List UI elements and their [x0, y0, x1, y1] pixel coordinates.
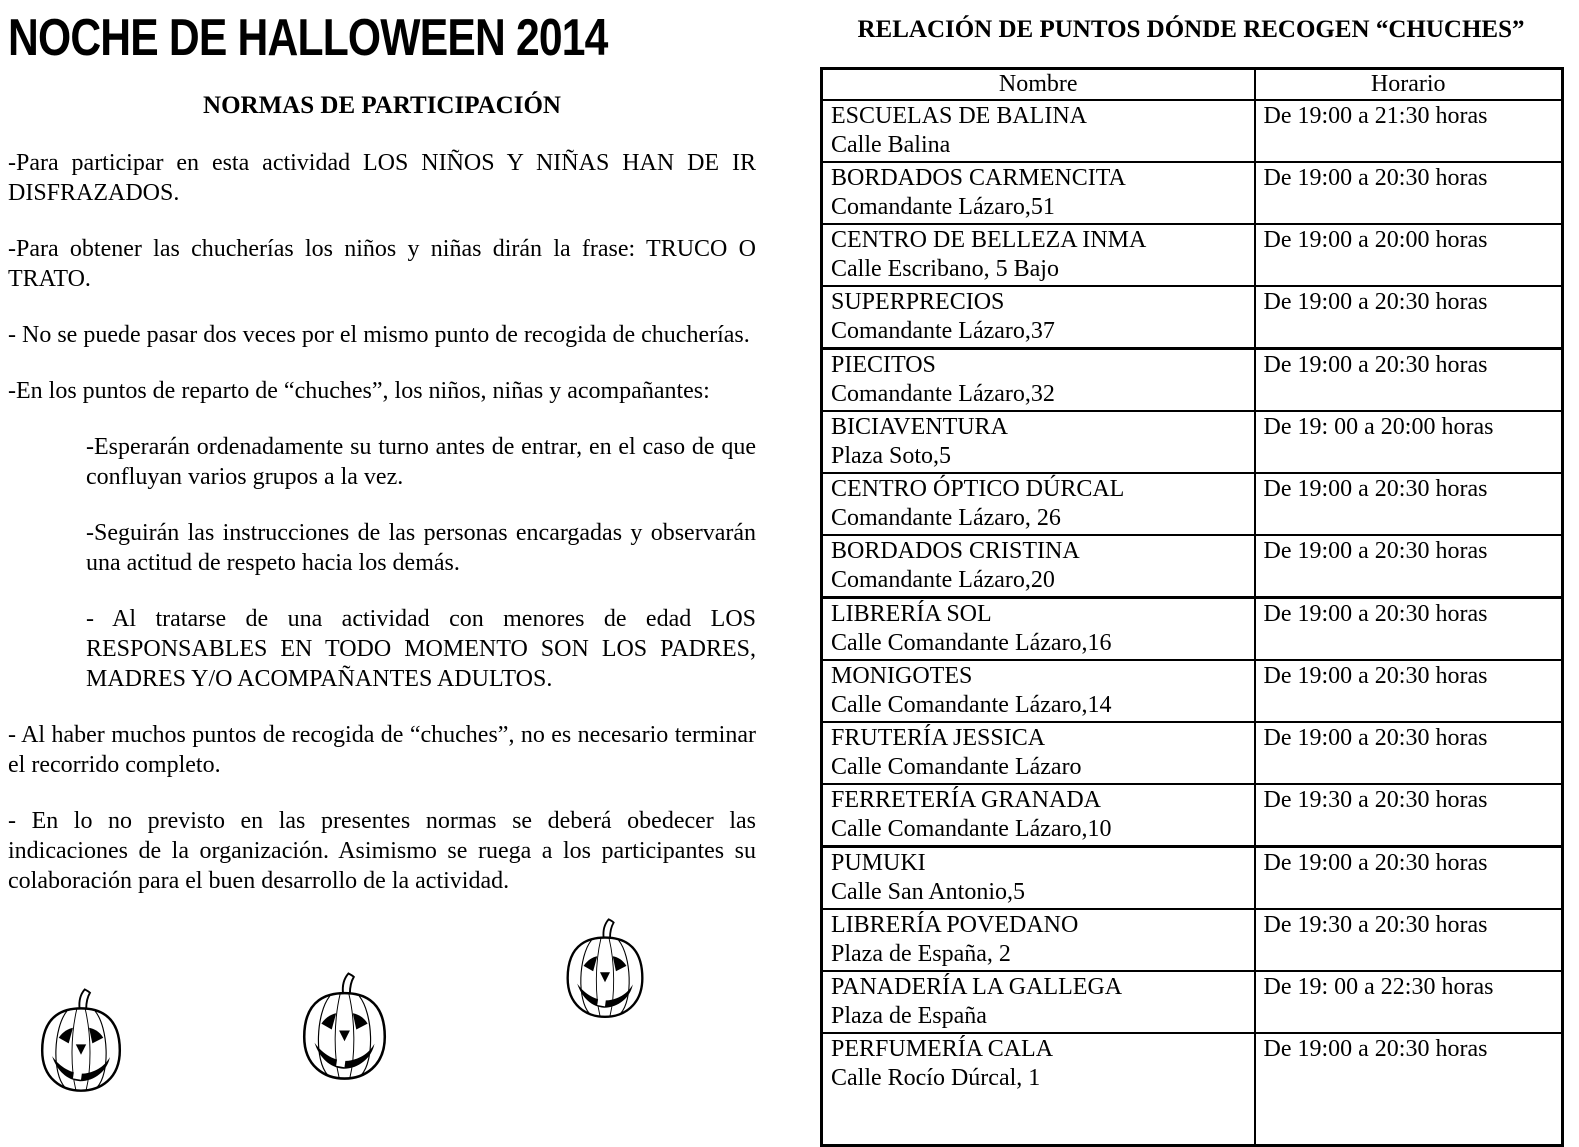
point-address: Calle Comandante Lázaro,16: [831, 630, 1112, 656]
point-schedule-cell: [1255, 847, 1563, 910]
table-row: [822, 660, 1563, 722]
point-name-cell: [822, 286, 1255, 349]
point-name: LIBRERÍA SOL: [831, 601, 992, 627]
point-schedule: De 19:00 a 20:30 horas: [1263, 1036, 1488, 1062]
point-name-cell: [822, 909, 1255, 971]
point-name: MONIGOTES: [831, 663, 973, 689]
point-schedule-cell: [1255, 473, 1563, 535]
table-row: [822, 473, 1563, 535]
point-address: Plaza Soto,5: [831, 443, 951, 469]
point-schedule-cell: [1255, 224, 1563, 286]
point-name-cell: [822, 473, 1255, 535]
jack-o-lantern-image: [30, 988, 132, 1094]
pickup-points-table: [820, 67, 1564, 1147]
point-name: PANADERÍA LA GALLEGA: [831, 974, 1123, 1000]
point-name: PUMUKI: [831, 850, 926, 876]
point-name: FRUTERÍA JESSICA: [831, 725, 1046, 751]
rule-paragraph: -Seguirán las instrucciones de las personas encargadas y observarán una actitud de respeto hacia los demás.: [86, 520, 756, 576]
point-name: CENTRO DE BELLEZA INMA: [831, 227, 1147, 253]
point-schedule: De 19:00 a 20:30 horas: [1263, 476, 1488, 502]
table-row: [822, 224, 1563, 286]
table-row: [822, 286, 1563, 349]
table-row: [822, 909, 1563, 971]
pickup-points-section: [815, 0, 1567, 1147]
point-address: Calle Rocío Dúrcal, 1: [831, 1065, 1041, 1091]
rule-paragraph: - No se puede pasar dos veces por el mismo punto de recogida de chucherías.: [8, 322, 750, 348]
point-name: PIECITOS: [831, 352, 936, 378]
point-schedule: De 19:00 a 20:00 horas: [1263, 227, 1488, 253]
point-schedule: De 19: 00 a 22:30 horas: [1263, 974, 1494, 1000]
column-header-horario: Horario: [1255, 69, 1563, 101]
point-name-cell: [822, 411, 1255, 473]
document-title: NOCHE DE HALLOWEEN 2014: [8, 9, 608, 67]
rule-paragraph: -Para obtener las chucherías los niños y niñas dirán la frase: TRUCO O TRATO.: [8, 236, 756, 292]
point-schedule-cell: [1255, 162, 1563, 224]
point-schedule: De 19:00 a 20:30 horas: [1263, 601, 1488, 627]
point-name-cell: [822, 660, 1255, 722]
rules-heading: NORMAS DE PARTICIPACIÓN: [203, 92, 561, 119]
points-table-body: [822, 100, 1563, 1145]
point-name-cell: [822, 598, 1255, 661]
table-row: [822, 1033, 1563, 1145]
table-row: [822, 535, 1563, 598]
rule-paragraph: - Al haber muchos puntos de recogida de “chuches”, no es necesario terminar el recorrido completo.: [8, 722, 756, 778]
table-row: [822, 100, 1563, 162]
point-schedule-cell: [1255, 349, 1563, 412]
point-schedule-cell: [1255, 971, 1563, 1033]
point-address: Calle Balina: [831, 132, 951, 158]
rules-list: [8, 148, 756, 896]
point-schedule-cell: [1255, 660, 1563, 722]
point-address: Plaza de España, 2: [831, 941, 1011, 967]
point-schedule: De 19:00 a 21:30 horas: [1263, 103, 1488, 129]
point-address: Comandante Lázaro,51: [831, 194, 1055, 220]
table-title: RELACIÓN DE PUNTOS DÓNDE RECOGEN “CHUCHES”: [857, 16, 1525, 43]
point-schedule-cell: [1255, 535, 1563, 598]
table-row: [822, 349, 1563, 412]
rule-paragraph: -Esperarán ordenadamente su turno antes de entrar, en el caso de que confluyan varios grupos a la vez.: [86, 434, 756, 490]
point-name: CENTRO ÓPTICO DÚRCAL: [831, 476, 1125, 502]
point-schedule-cell: [1255, 722, 1563, 784]
table-row: [822, 971, 1563, 1033]
point-schedule-cell: [1255, 411, 1563, 473]
table-row: [822, 162, 1563, 224]
table-row: [822, 411, 1563, 473]
point-name-cell: [822, 535, 1255, 598]
table-row: [822, 598, 1563, 661]
point-name-cell: [822, 162, 1255, 224]
point-name: FERRETERÍA GRANADA: [831, 787, 1102, 813]
point-address: Calle San Antonio,5: [831, 879, 1025, 905]
point-schedule-cell: [1255, 598, 1563, 661]
table-row: [822, 722, 1563, 784]
table-header-row: [822, 69, 1563, 101]
point-schedule: De 19:00 a 20:30 horas: [1263, 850, 1488, 876]
point-schedule: De 19:30 a 20:30 horas: [1263, 912, 1488, 938]
point-name: BICIAVENTURA: [831, 414, 1008, 440]
jack-o-lantern-image: [292, 972, 397, 1082]
point-schedule-cell: [1255, 1033, 1563, 1145]
point-name-cell: [822, 971, 1255, 1033]
point-schedule: De 19:00 a 20:30 horas: [1263, 165, 1488, 191]
point-schedule: De 19:30 a 20:30 horas: [1263, 787, 1488, 813]
point-schedule: De 19:00 a 20:30 horas: [1263, 289, 1488, 315]
point-address: Plaza de España: [831, 1003, 987, 1029]
point-name-cell: [822, 784, 1255, 847]
rule-paragraph: - En lo no previsto en las presentes normas se deberá obedecer las indicaciones de la organización. Asimismo se ruega a los participantes su colaboración para el buen desarrollo de la actividad.: [8, 808, 756, 894]
jack-o-lantern-image: [553, 918, 657, 1020]
point-schedule-cell: [1255, 784, 1563, 847]
point-name: LIBRERÍA POVEDANO: [831, 912, 1079, 938]
point-name: ESCUELAS DE BALINA: [831, 103, 1087, 129]
table-row: [822, 847, 1563, 910]
point-address: Calle Comandante Lázaro,14: [831, 692, 1112, 718]
point-address: Calle Escribano, 5 Bajo: [831, 256, 1059, 282]
point-name: BORDADOS CARMENCITA: [831, 165, 1126, 191]
point-address: Calle Comandante Lázaro: [831, 754, 1082, 780]
point-name: SUPERPRECIOS: [831, 289, 1005, 315]
point-schedule-cell: [1255, 100, 1563, 162]
point-name-cell: [822, 722, 1255, 784]
point-schedule: De 19:00 a 20:30 horas: [1263, 538, 1488, 564]
rule-paragraph: -Para participar en esta actividad LOS NIÑOS Y NIÑAS HAN DE IR DISFRAZADOS.: [8, 150, 756, 206]
point-name: BORDADOS CRISTINA: [831, 538, 1080, 564]
point-name-cell: [822, 1033, 1255, 1145]
table-row: [822, 784, 1563, 847]
rules-section: [8, 0, 756, 922]
point-name: PERFUMERÍA CALA: [831, 1036, 1054, 1062]
point-schedule-cell: [1255, 909, 1563, 971]
point-address: Calle Comandante Lázaro,10: [831, 816, 1112, 842]
point-address: Comandante Lázaro,37: [831, 318, 1055, 344]
rule-paragraph: -En los puntos de reparto de “chuches”, los niños, niñas y acompañantes:: [8, 378, 710, 404]
point-schedule: De 19:00 a 20:30 horas: [1263, 725, 1488, 751]
point-address: Comandante Lázaro,32: [831, 381, 1055, 407]
point-address: Comandante Lázaro, 26: [831, 505, 1061, 531]
point-name-cell: [822, 847, 1255, 910]
point-name-cell: [822, 349, 1255, 412]
point-schedule-cell: [1255, 286, 1563, 349]
point-name-cell: [822, 224, 1255, 286]
column-header-nombre: Nombre: [822, 69, 1255, 101]
point-schedule: De 19: 00 a 20:00 horas: [1263, 414, 1494, 440]
point-schedule: De 19:00 a 20:30 horas: [1263, 663, 1488, 689]
rule-paragraph: - Al tratarse de una actividad con menores de edad LOS RESPONSABLES EN TODO MOMENTO SON LOS PADRES, MADRES Y/O ACOMPAÑANTES ADULTOS.: [86, 606, 756, 692]
point-schedule: De 19:00 a 20:30 horas: [1263, 352, 1488, 378]
point-address: Comandante Lázaro,20: [831, 567, 1055, 593]
point-name-cell: [822, 100, 1255, 162]
